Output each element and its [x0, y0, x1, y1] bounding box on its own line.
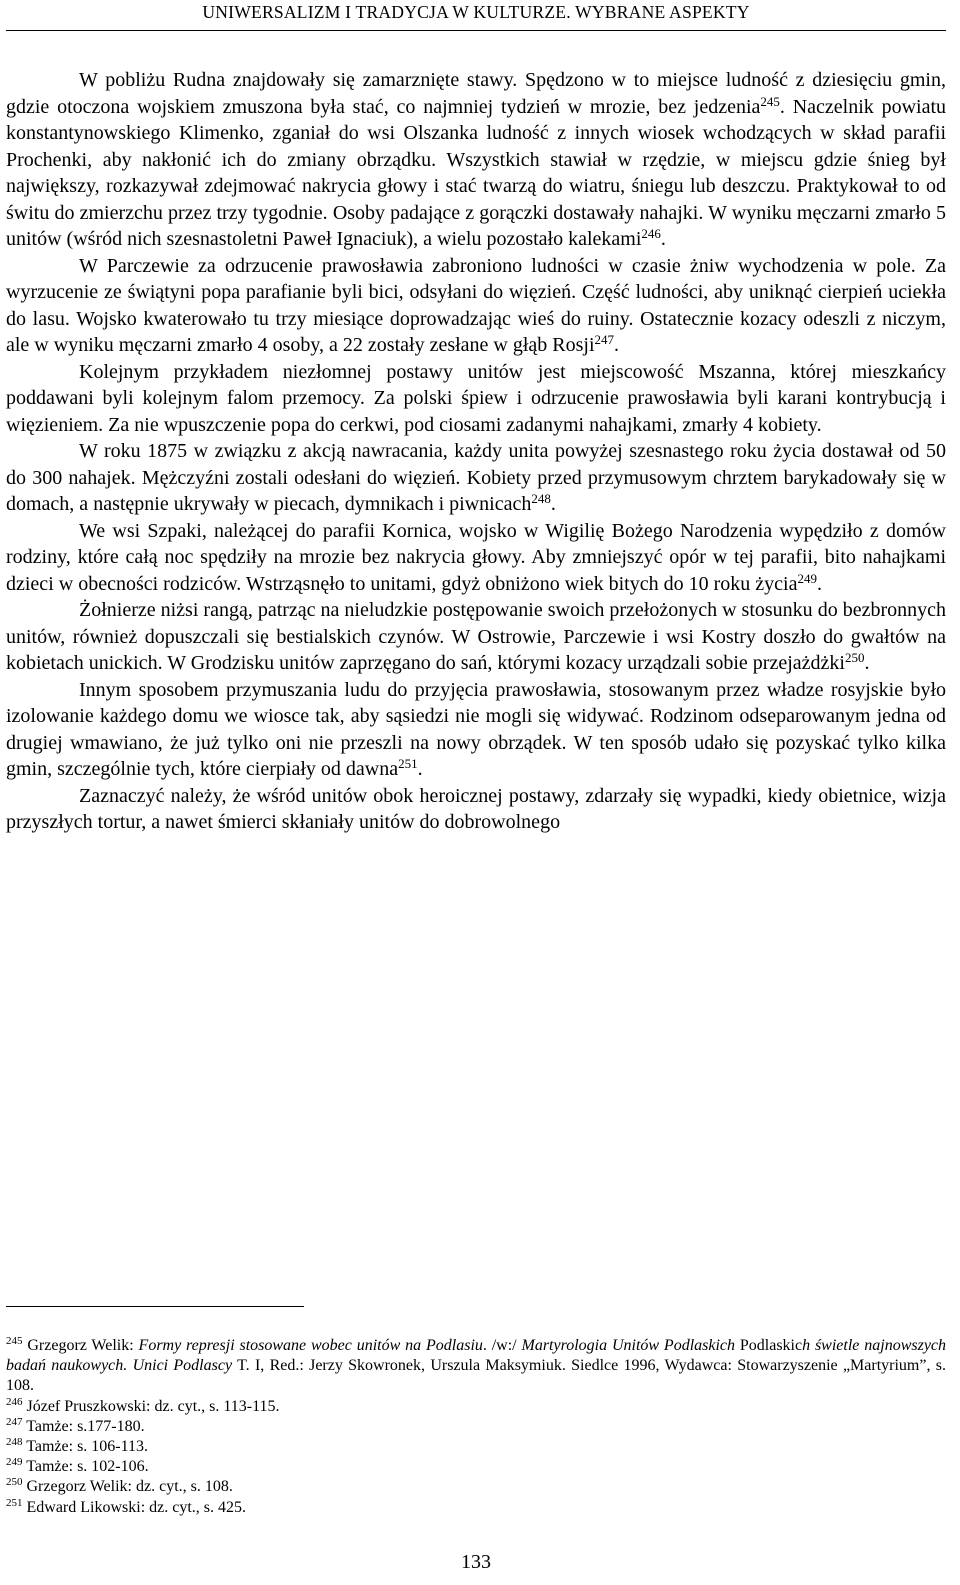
page-number: 133	[461, 1551, 491, 1573]
paragraph-text: W pobliżu Rudna znajdowały się zamarznięte stawy. Spędzono w to miejsce ludność z dziesięciu gmin, gdzie otoczona wojskiem zmuszona była stać, co najmniej tydzień w mrozie, bez jedzenia	[6, 69, 946, 118]
footnote-text: . /w:/	[482, 1337, 522, 1354]
paragraph-text: Kolejnym przykładem niezłomnej postawy unitów jest miejscowość Mszanna, której mieszkańcy poddawani byli kolejnym falom przemocy. Za polski śpiew i odrzucenie prawosławia byli karani kontrybucją i więzieniem. Za nie wpuszczenie popa do cerkwi, pod ciosami zadanymi nahajkami, zmarły 4 kobiety.	[6, 360, 946, 436]
footnote-text: Tamże: s. 106-113.	[26, 1438, 149, 1456]
paragraph-text: .	[660, 228, 666, 250]
paragraph-text: . Naczelnik powiatu konstantynowskiego Klimenko, zganiał do wsi Olszanka ludność z innych wiosek wchodzących w skład parafii Prochenki, aby nakłonić ich do zmiany obrządku. Wszystkich stawiał w rzędzie, w miejscu gdzie śnieg był największy, rozkazywał zdejmować nakrycia głowy i stać twarzą do wiatru, śniegu lub deszczu. Praktykował to od świtu do zmierzchu przez trzy tygodnie. Osoby padające z gorączki dostawały nahajki. W wyniku męczarni zmarło 5 unitów (wśród nich szesnastoletni Paweł Ignaciuk), a wielu pozostało kalekami	[6, 95, 946, 250]
paragraph-2	[6, 253, 946, 359]
paragraph-8	[6, 783, 946, 836]
paragraph-text: .	[417, 758, 423, 780]
footnote-250	[6, 1477, 946, 1497]
footnote-text: Grzegorz Welik:	[27, 1337, 139, 1354]
footnote-separator	[6, 1306, 304, 1307]
footnote-246	[6, 1397, 946, 1417]
footnote-number: 251	[6, 1496, 23, 1509]
footnote-248	[6, 1437, 946, 1457]
footnote-247	[6, 1417, 946, 1437]
footnote-249	[6, 1457, 946, 1477]
paragraph-1	[6, 67, 946, 253]
footnote-title: h świetle najnowszych badań naukowych. Unici Podlascy	[6, 1337, 947, 1375]
paragraph-text: W Parczewie za odrzucenie prawosławia zabroniono ludności w czasie żniw wychodzenia w pole. Za wyrzucenie ze świątyni popa parafianie byli bici, odsyłani do więzień. Część ludności, aby uniknąć cierpień uciekła do lasu. Wojsko kwaterowało tu trzy miesiące doprowadzając wieś do ruiny. Ostatecznie kozacy odeszli z niczym, ale w wyniku męczarni zmarło 4 osoby, a 22 zostały zesłane w głąb Rosji	[6, 254, 946, 356]
paragraph-3	[6, 359, 946, 439]
paragraph-5	[6, 518, 946, 598]
paragraph-text: W roku 1875 w związku z akcją nawracania, każdy unita powyżej szesnastego roku życia dostawał od 50 do 300 nahajek. Mężczyźni zostali odesłani do więzień. Kobiety przed przymusowym chrztem barykadowały się w domach, a następnie ukrywały w piecach, dymnikach i piwnicach	[6, 440, 946, 515]
footnote-245	[6, 1336, 946, 1397]
footnote-ref[interactable]: 250	[844, 650, 865, 665]
footnote-ref[interactable]: 246	[641, 226, 661, 241]
footnote-number: 247	[6, 1415, 23, 1428]
footnote-text: Grzegorz Welik: dz. cyt., s. 108.	[26, 1478, 233, 1496]
footnote-ref[interactable]: 251	[398, 756, 418, 771]
paragraph-7	[6, 677, 946, 783]
footnote-text: Józef Pruszkowski: dz. cyt., s. 113-115.	[26, 1397, 280, 1415]
footnote-ref[interactable]: 245	[760, 93, 780, 109]
footnote-text: Tamże: s.177-180.	[26, 1417, 145, 1435]
running-header: UNIWERSALIZM I TRADYCJA W KULTURZE. WYBRANE ASPEKTY	[202, 2, 750, 22]
footnote-text: Tamże: s. 102-106.	[26, 1458, 149, 1476]
footnote-number: 246	[6, 1395, 23, 1408]
paragraph-text: .	[816, 572, 822, 595]
footnote-ref[interactable]: 249	[797, 570, 817, 586]
footnote-title: Martyrologia Unitów Podlaskich	[521, 1337, 736, 1354]
paragraph-text: We wsi Szpaki, należącej do parafii Kornica, wojsko w Wigilię Bożego Narodzenia wypędziło z domów rodziny, które całą noc spędziły na mrozie bez nakrycia głowy. Aby zmniejszyć opór w tej parafii, bito nahajkami dzieci w obecności rodziców. Wstrząsnęło to unitami, gdyż obniżono wiek bitych do 10 roku życia	[6, 519, 946, 595]
footnote-number: 250	[6, 1476, 23, 1489]
footnote-251	[6, 1498, 946, 1518]
footnote-ref[interactable]: 247	[594, 332, 615, 347]
footnote-text: Podlaskic	[735, 1337, 803, 1354]
footnote-text: T. I, Red.: Jerzy Skowronek, Urszula Maksymiuk. Siedlce 1996, Wydawca: Stowarzyszenie „Martyrium”, s. 108.	[6, 1357, 947, 1395]
footnote-number: 249	[6, 1456, 23, 1469]
footnote-title: Formy represji stosowane wobec unitów na Podlasiu	[138, 1337, 483, 1354]
footnote-ref[interactable]: 248	[531, 491, 551, 506]
header-rule	[6, 30, 946, 31]
paragraph-text: Innym sposobem przymuszania ludu do przyjęcia prawosławia, stosowanym przez władze rosyjskie było izolowanie każdego domu we wiosce tak, aby sąsiedzi nie mogli się widywać. Rodzinom odseparowanym jedna od drugiej wmawiano, że już tylko oni nie przeszli na nowy obrządek. W ten sposób udało się pozyskać tylko kilka gmin, szczególnie tych, które cierpiały od dawna	[6, 678, 946, 780]
footnotes	[6, 1336, 946, 1518]
paragraph-text: .	[614, 334, 620, 356]
footnote-number: 245	[6, 1335, 23, 1347]
paragraph-text: Zaznaczyć należy, że wśród unitów obok heroicznej postawy, zdarzały się wypadki, kiedy obietnice, wizja przyszłych tortur, a nawet śmierci skłaniały unitów do dobrowolnego	[6, 784, 946, 833]
footnote-text: Edward Likowski: dz. cyt., s. 425.	[26, 1498, 247, 1516]
paragraph-4	[6, 438, 946, 518]
footnote-number: 248	[6, 1436, 23, 1449]
document-page	[6, 0, 946, 1585]
paragraph-text: .	[864, 652, 870, 674]
paragraph-text: Żołnierze niżsi rangą, patrząc na nieludzkie postępowanie swoich przełożonych w stosunku do bezbronnych unitów, również dopuszczali się bestialskich czynów. W Ostrowie, Parczewie i wsi Kostry doszło do gwałtów na kobietach unickich. W Grodzisku unitów zaprzęgano do sań, którymi kozacy urządzali sobie przejażdżki	[6, 599, 946, 674]
body-text	[6, 67, 946, 836]
paragraph-text: .	[550, 493, 556, 515]
paragraph-6	[6, 597, 946, 677]
